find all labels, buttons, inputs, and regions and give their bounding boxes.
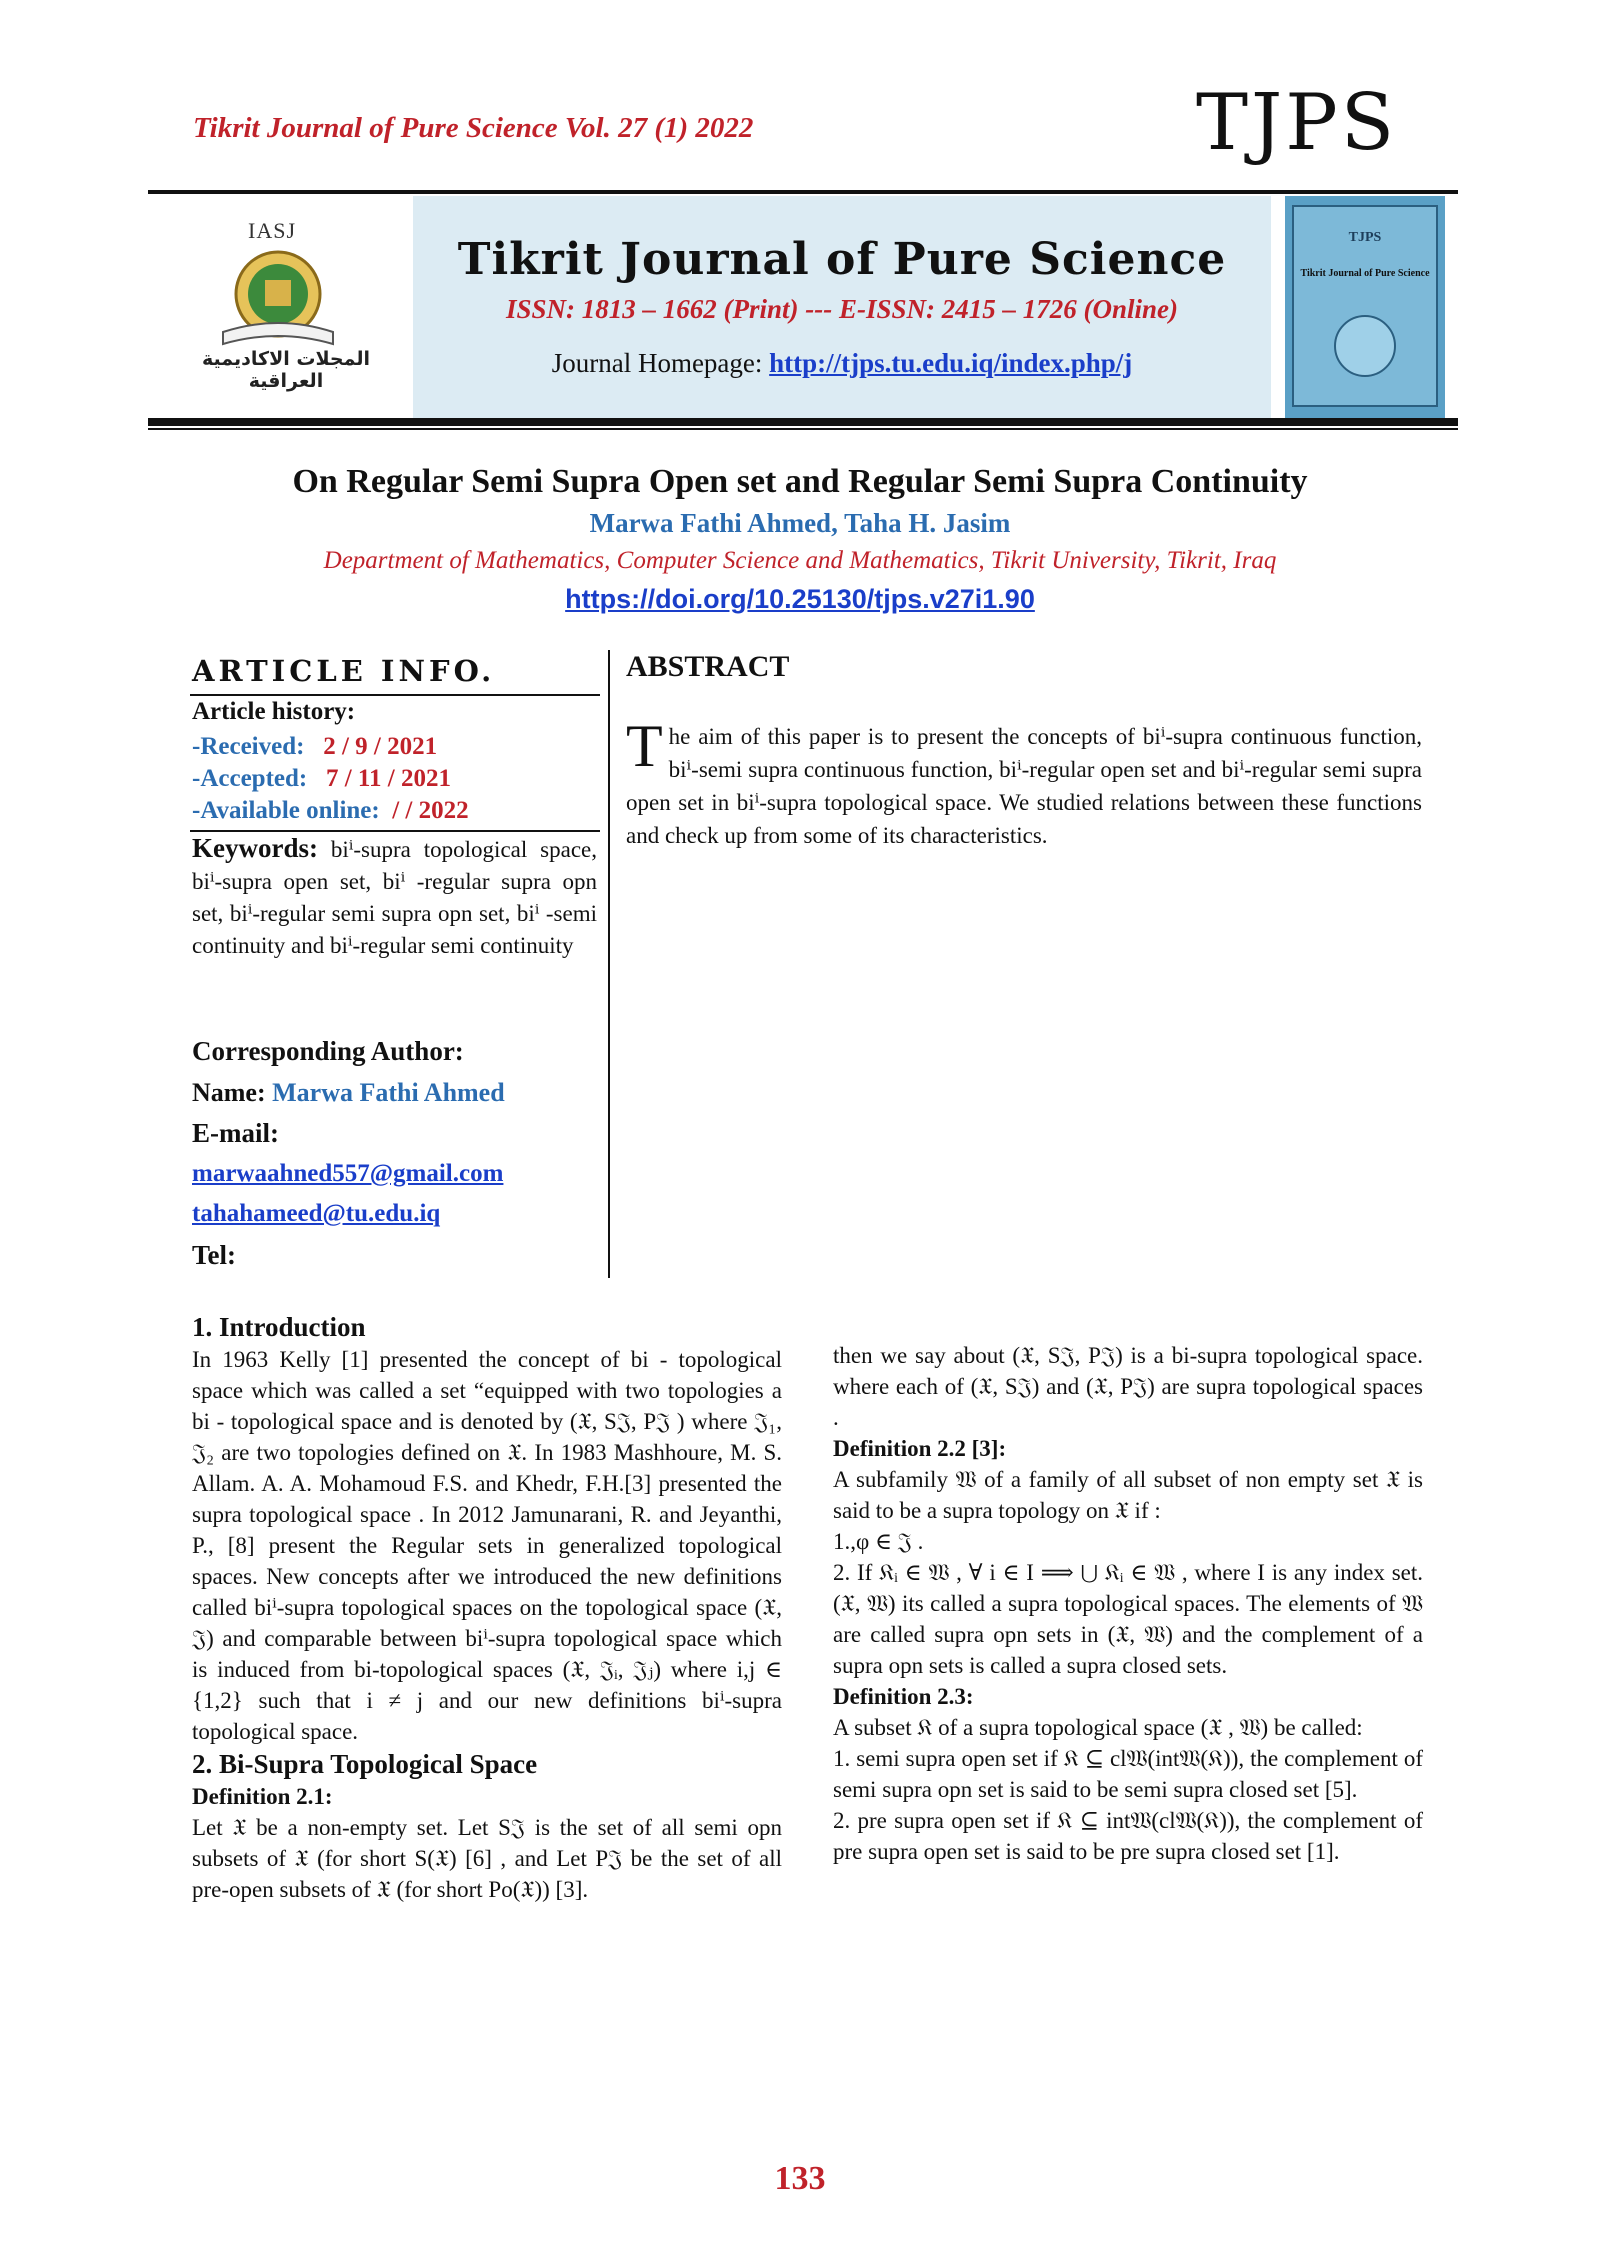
abstract-heading: ABSTRACT <box>626 650 790 683</box>
journal-running-header: Tikrit Journal of Pure Science Vol. 27 (1) 2022 <box>193 112 754 144</box>
tel-label: Tel: <box>192 1240 237 1270</box>
cover-abbr: TJPS <box>1348 230 1382 245</box>
introduction-text: In 1963 Kelly [1] presented the concept of bi - topological space which was called a set “equipped with two topologies a bi - topological space and is denoted by (𝔛, S𝔍, P𝔍 ) where 𝔍₁, 𝔍₂ are two topologies defined on 𝔛. In 1983 Mashhoure, M. S. Allam. A. A. Mohamoud F.S. and Khedr, F.H.[3] presented the supra topological space . In 2012 Jamunarani, R. and Jeyanthi, P., [8] present the Regular sets in generalized topological spaces. New concepts after we introduced the new definitions called biⁱ-supra topological spaces on the topological space (𝔛, 𝔍) and comparable between biⁱ-supra topological space which is induced from bi-topological spaces (𝔛, 𝔍ᵢ, 𝔍ⱼ) where i,j ∈ {1,2} such that i ≠ j and our new definitions biⁱ-supra topological space. <box>192 1347 782 1744</box>
section-2-heading: 2. Bi-Supra Topological Space <box>192 1749 538 1779</box>
cover-panel <box>1271 196 1458 418</box>
definition-2-1-text: Let 𝔛 be a non-empty set. Let S𝔍 is the set of all semi opn subsets of 𝔛 (for short S(𝔛) [6] , and Let P𝔍 be the set of all pre-open subsets of 𝔛 (for short Po(𝔛)) [3]. <box>192 1815 782 1902</box>
name-label: Name: <box>192 1078 273 1107</box>
name-value: Marwa Fathi Ahmed <box>272 1078 505 1107</box>
paper-affiliation: Department of Mathematics, Computer Science and Mathematics, Tikrit University, Tikrit, Iraq <box>323 547 1277 574</box>
doi-link[interactable]: https://doi.org/10.25130/tjps.v27i1.90 <box>565 584 1035 614</box>
abstract-text: he aim of this paper is to present the concepts of biⁱ-supra continuous function, biⁱ-semi supra continuous function, biⁱ-regular open set and biⁱ-regular semi supra open set in biⁱ-supra topological space. We studied relations between these functions and check up from some of its characteristics. <box>626 724 1422 848</box>
cover-title: Tikrit Journal of Pure Science <box>1300 268 1430 279</box>
article-history-label: Article history: <box>192 698 356 725</box>
column-divider <box>608 650 610 1278</box>
body-right-column <box>833 1340 1423 1867</box>
email-label: E-mail: <box>192 1118 279 1148</box>
body-left-column <box>192 1310 782 1905</box>
banner-homepage <box>413 348 1271 379</box>
definition-2-1-heading: Definition 2.1: <box>192 1784 333 1809</box>
email-link-1[interactable]: marwaahned557@gmail.com <box>192 1160 504 1187</box>
keywords-text: biⁱ-supra topological space, biⁱ-supra open set, biⁱ -regular supra opn set, biⁱ-regular semi supra opn set, biⁱ -semi continuity and biⁱ-regular semi continuity <box>192 837 597 958</box>
journal-banner <box>148 196 1458 418</box>
corresponding-author-label: Corresponding Author: <box>192 1036 464 1066</box>
banner-issn: ISSN: 1813 – 1662 (Print) --- E-ISSN: 2415 – 1726 (Online) <box>505 294 1179 324</box>
banner-journal-title: Tikrit Journal of Pure Science <box>457 234 1227 285</box>
banner-bottom-thin-rule <box>148 428 1458 430</box>
definition-2-2-item-1: 1.,φ ∈ 𝔍 . <box>833 1529 924 1554</box>
iasj-panel <box>148 196 413 418</box>
introduction-heading: 1. Introduction <box>192 1312 366 1342</box>
banner-center <box>413 196 1271 418</box>
homepage-link[interactable]: http://tjps.tu.edu.iq/index.php/j <box>769 348 1133 378</box>
abstract-dropcap: T <box>626 713 663 779</box>
paper-authors: Marwa Fathi Ahmed, Taha H. Jasim <box>589 508 1011 538</box>
available-label: -Available online: <box>192 797 380 824</box>
iasj-arabic-name: المجلات الاكاديمية العراقية <box>202 348 370 392</box>
article-info-heading: ARTICLE INFO. <box>192 654 496 688</box>
definition-2-3-text: A subset 𝔎 of a supra topological space (𝔛 , 𝔚) be called: <box>833 1715 1363 1740</box>
tjps-masthead: TJPS <box>1196 78 1398 168</box>
iasj-label: IASJ <box>248 218 297 243</box>
received-value: 2 / 9 / 2021 <box>323 733 438 760</box>
keywords-label: Keywords: <box>192 833 318 863</box>
header-top-rule <box>148 190 1458 194</box>
received-date <box>192 733 437 761</box>
definition-2-2-text: A subfamily 𝔚 of a family of all subset of non empty set 𝔛 is said to be a supra topology on 𝔛 if : <box>833 1467 1423 1523</box>
keywords <box>192 832 597 962</box>
iasj-logo-icon <box>213 244 343 354</box>
homepage-label: Journal Homepage: <box>551 348 763 378</box>
available-value: / / 2022 <box>392 797 469 824</box>
banner-bottom-rule <box>148 418 1458 426</box>
received-label: -Received: <box>192 733 305 760</box>
available-date <box>192 797 469 825</box>
accepted-label: -Accepted: <box>192 765 308 792</box>
accepted-date <box>192 765 451 793</box>
definition-2-2-item-2: 2. If 𝔎ᵢ ∈ 𝔚 , ∀ i ∈ I ⟹ ⋃ 𝔎ᵢ ∈ 𝔚 , where I is any index set. (𝔛, 𝔚) its called a supra topological spaces. The elements of 𝔚 are called supra opn sets in (𝔛, 𝔚) and the complement of a supra opn sets is called a supra closed sets. <box>833 1560 1423 1678</box>
email-link-2[interactable]: tahahameed@tu.edu.iq <box>192 1200 441 1227</box>
definition-2-3-item-2: 2. pre supra open set if 𝔎 ⊆ int𝔚(cl𝔚(𝔎)), the complement of pre supra open set is said to be pre supra closed set [1]. <box>833 1808 1423 1864</box>
info-rule <box>190 694 600 696</box>
author-name <box>192 1078 505 1108</box>
accepted-value: 7 / 11 / 2021 <box>325 765 451 792</box>
paper-title: On Regular Semi Supra Open set and Regular Semi Supra Continuity <box>292 463 1308 500</box>
abstract-body <box>626 713 1422 852</box>
definition-2-3-item-1: 1. semi supra open set if 𝔎 ⊆ cl𝔚(int𝔚(𝔎)), the complement of semi supra opn set is said to be semi supra closed set [5]. <box>833 1746 1423 1802</box>
journal-cover-image <box>1285 196 1445 418</box>
right-column-text: then we say about (𝔛, S𝔍, P𝔍) is a bi-supra topological space. where each of (𝔛, S𝔍) and (𝔛, P𝔍) are supra topological spaces . <box>833 1343 1423 1430</box>
definition-2-2-heading: Definition 2.2 [3]: <box>833 1436 1007 1461</box>
definition-2-3-heading: Definition 2.3: <box>833 1684 974 1709</box>
page-number: 133 <box>774 2160 826 2197</box>
